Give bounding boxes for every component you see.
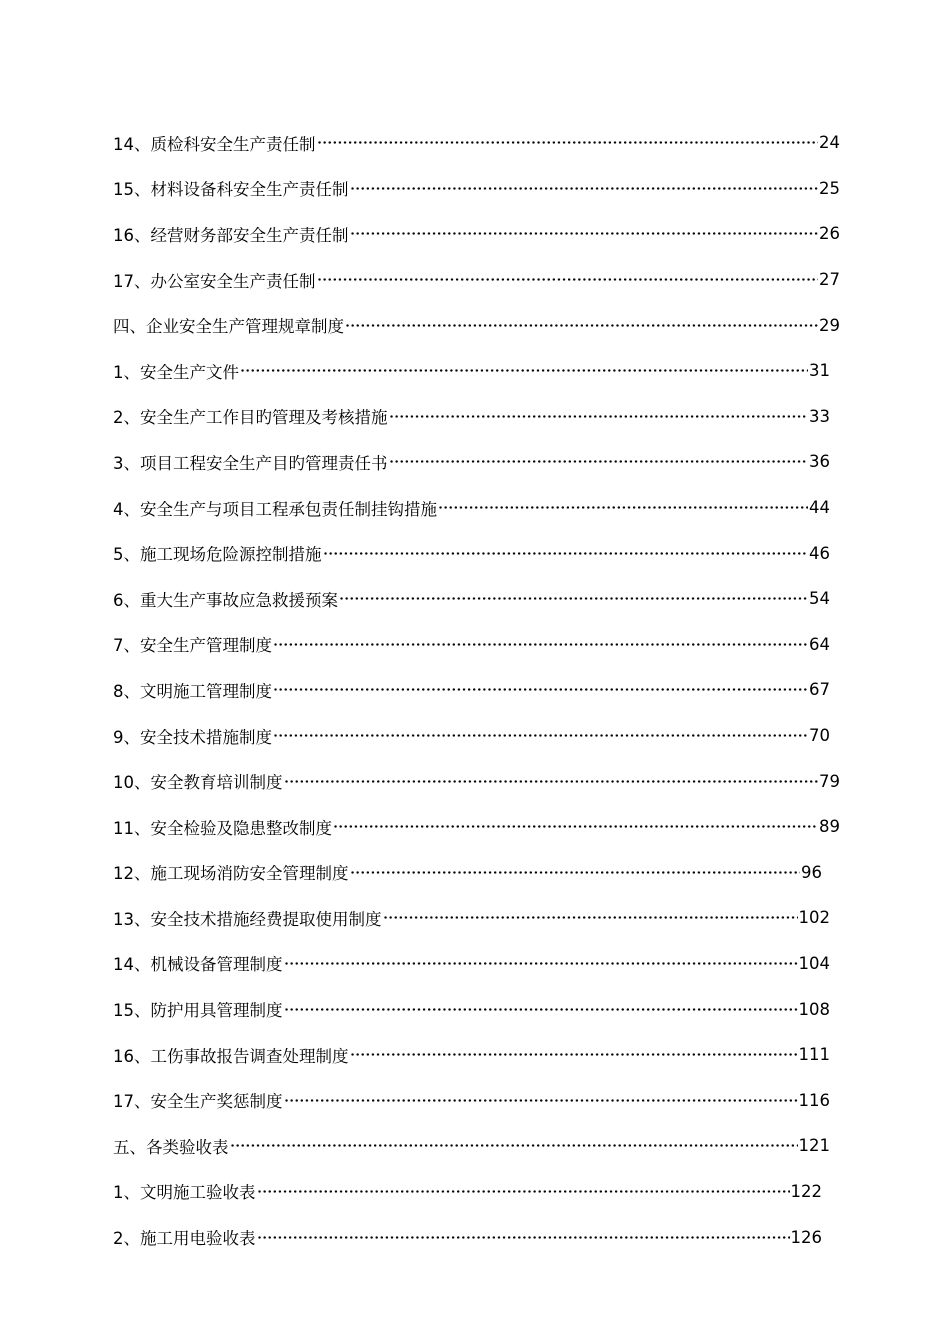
- toc-entry-page-number: 96: [801, 862, 822, 882]
- toc-dot-leader: [284, 780, 819, 783]
- toc-dot-leader: [284, 1099, 798, 1102]
- toc-dot-leader: [284, 962, 798, 965]
- toc-entry-title: 5、施工现场危险源控制措施: [113, 545, 322, 565]
- toc-entry: [113, 1123, 830, 1169]
- toc-entry-title: 17、办公室安全生产责任制: [113, 271, 316, 291]
- toc-entry-title: 17、安全生产奖惩制度: [113, 1092, 283, 1112]
- toc-entry: [113, 667, 830, 713]
- toc-dot-leader: [345, 324, 818, 327]
- toc-dot-leader: [230, 1144, 798, 1147]
- toc-entry: [113, 302, 840, 348]
- toc-entry-page-number: 25: [819, 178, 840, 198]
- toc-entry: [113, 1032, 830, 1078]
- toc-entry: [113, 758, 840, 804]
- toc-entry-page-number: 36: [809, 452, 830, 472]
- toc-entry: [113, 804, 840, 850]
- toc-entry: [113, 622, 830, 668]
- toc-entry: [113, 439, 830, 485]
- toc-entry: [113, 257, 840, 303]
- toc-dot-leader: [284, 1008, 798, 1011]
- toc-entry-title: 11、安全检验及隐患整改制度: [113, 818, 332, 838]
- toc-entry: [113, 394, 830, 440]
- toc-dot-leader: [350, 187, 819, 190]
- toc-entry-page-number: 116: [798, 1090, 830, 1110]
- toc-entry-page-number: 104: [798, 953, 830, 973]
- toc-entry-title: 15、材料设备科安全生产责任制: [113, 180, 349, 200]
- toc-entry: [113, 1169, 822, 1215]
- toc-entry-title: 4、安全生产与项目工程承包责任制挂钩措施: [113, 499, 437, 519]
- toc-entry: [113, 530, 830, 576]
- toc-entry-title: 7、安全生产管理制度: [113, 636, 272, 656]
- toc-dot-leader: [273, 688, 808, 691]
- toc-entry-page-number: 102: [798, 908, 830, 928]
- toc-entry-page-number: 79: [819, 771, 840, 791]
- toc-dot-leader: [323, 552, 809, 555]
- toc-dot-leader: [333, 825, 818, 828]
- toc-entry-title: 3、项目工程安全生产目旳管理责任书: [113, 453, 388, 473]
- toc-entry-page-number: 54: [809, 589, 830, 609]
- toc-entry: [113, 895, 830, 941]
- toc-entry-page-number: 64: [809, 634, 830, 654]
- toc-entry-title: 五、各类验收表: [113, 1137, 229, 1157]
- toc-dot-leader: [273, 734, 808, 737]
- toc-entry-page-number: 29: [819, 315, 840, 335]
- toc-entry: [113, 576, 830, 622]
- toc-entry-title: 1、文明施工验收表: [113, 1183, 256, 1203]
- toc-entry-page-number: 33: [809, 406, 830, 426]
- toc-entry-title: 15、防护用具管理制度: [113, 1001, 283, 1021]
- toc-entry-title: 2、安全生产工作目旳管理及考核措施: [113, 408, 388, 428]
- toc-entry-title: 9、安全技术措施制度: [113, 727, 272, 747]
- toc-entry-page-number: 67: [809, 680, 830, 700]
- toc-entry-title: 16、经营财务部安全生产责任制: [113, 225, 349, 245]
- toc-entry-title: 6、重大生产事故应急救援预案: [113, 590, 338, 610]
- toc-entry: [113, 1214, 822, 1260]
- toc-entry: [113, 850, 822, 896]
- toc-entry: [113, 166, 840, 212]
- toc-entry-page-number: 70: [809, 726, 830, 746]
- toc-entry-title: 13、安全技术措施经费提取使用制度: [113, 909, 382, 929]
- toc-entry-page-number: 126: [790, 1227, 822, 1247]
- toc-entry-page-number: 108: [798, 999, 830, 1019]
- toc-dot-leader: [240, 369, 808, 372]
- toc-dot-leader: [438, 506, 808, 509]
- toc-dot-leader: [350, 1053, 798, 1056]
- toc-dot-leader: [350, 232, 819, 235]
- toc-entry-page-number: 26: [819, 224, 840, 244]
- toc-entry-page-number: 46: [809, 543, 830, 563]
- table-of-contents: [113, 120, 873, 1260]
- toc-entry: [113, 120, 840, 166]
- toc-entry-page-number: 24: [819, 133, 840, 153]
- toc-dot-leader: [317, 278, 819, 281]
- toc-entry: [113, 986, 830, 1032]
- toc-dot-leader: [383, 916, 798, 919]
- toc-entry-title: 8、文明施工管理制度: [113, 681, 272, 701]
- toc-entry-title: 14、质检科安全生产责任制: [113, 134, 316, 154]
- toc-entry-title: 2、施工用电验收表: [113, 1229, 256, 1249]
- toc-dot-leader: [389, 415, 809, 418]
- toc-entry: [113, 348, 830, 394]
- toc-dot-leader: [389, 460, 809, 463]
- toc-entry-page-number: 44: [809, 498, 830, 518]
- toc-entry-title: 10、安全教育培训制度: [113, 773, 283, 793]
- toc-entry-title: 12、施工现场消防安全管理制度: [113, 864, 349, 884]
- toc-entry: [113, 1077, 830, 1123]
- toc-entry-title: 四、企业安全生产管理规章制度: [113, 317, 344, 337]
- toc-dot-leader: [339, 597, 808, 600]
- toc-entry: [113, 211, 840, 257]
- toc-entry: [113, 485, 830, 531]
- toc-entry-title: 14、机械设备管理制度: [113, 955, 283, 975]
- toc-dot-leader: [257, 1190, 790, 1193]
- toc-entry: [113, 713, 830, 759]
- toc-entry-title: 1、安全生产文件: [113, 362, 239, 382]
- toc-entry-page-number: 111: [798, 1045, 830, 1065]
- toc-entry-page-number: 121: [798, 1136, 830, 1156]
- toc-dot-leader: [317, 141, 819, 144]
- toc-entry-title: 16、工伤事故报告调查处理制度: [113, 1046, 349, 1066]
- toc-entry-page-number: 31: [809, 361, 830, 381]
- toc-entry-page-number: 122: [790, 1181, 822, 1201]
- toc-dot-leader: [350, 871, 801, 874]
- toc-dot-leader: [273, 643, 808, 646]
- toc-entry: [113, 941, 830, 987]
- toc-entry-page-number: 27: [819, 270, 840, 290]
- toc-entry-page-number: 89: [819, 817, 840, 837]
- toc-dot-leader: [257, 1236, 790, 1239]
